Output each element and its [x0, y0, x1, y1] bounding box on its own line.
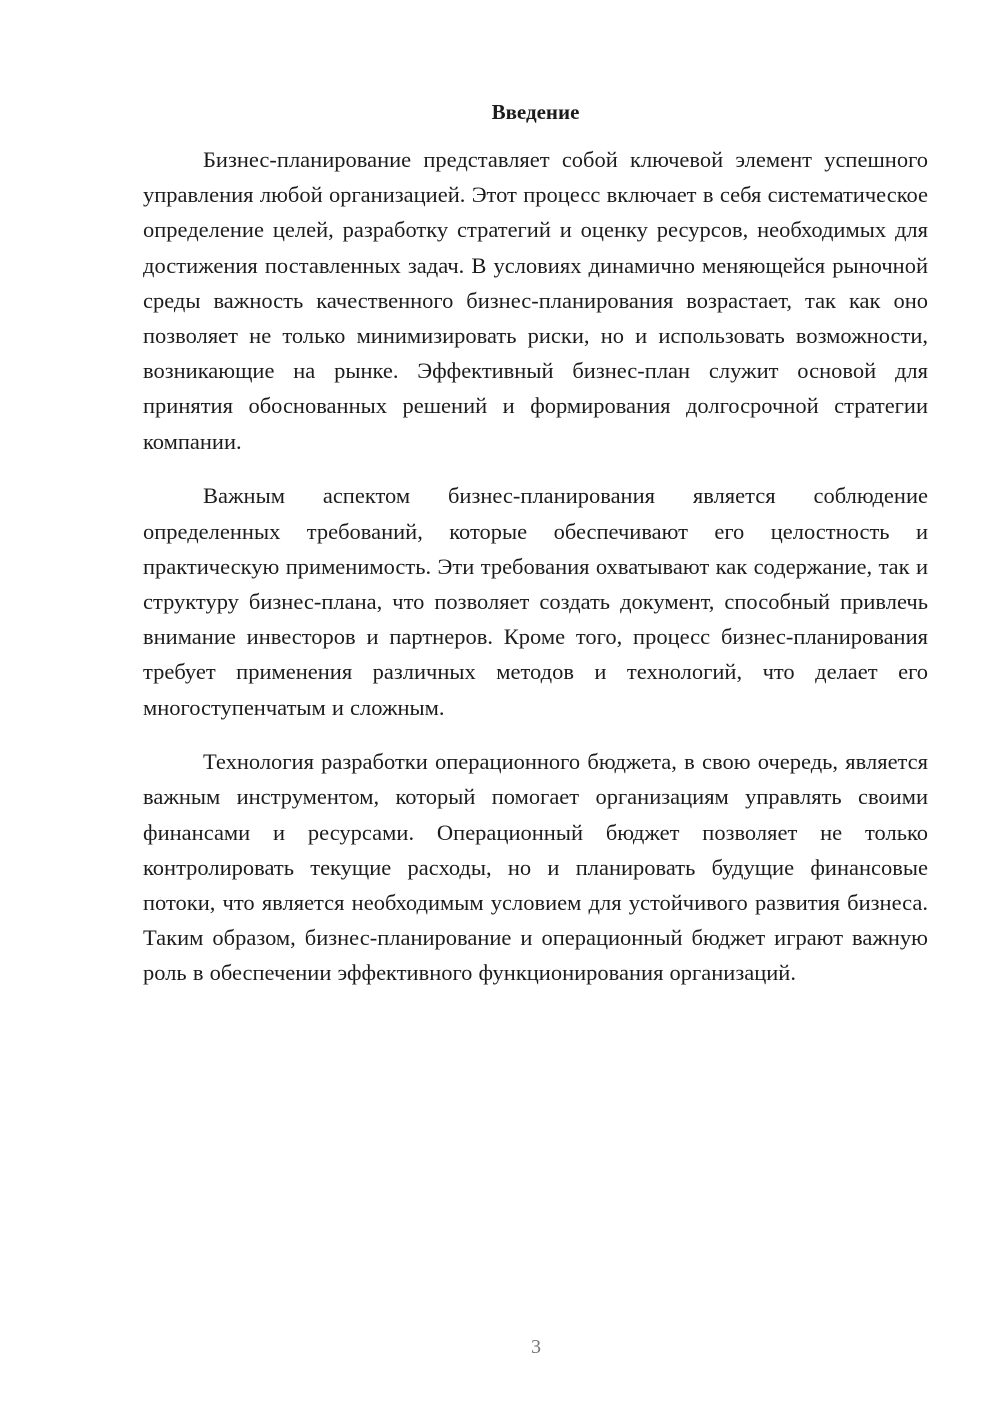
- section-heading: Введение: [491, 100, 580, 124]
- body-text: [143, 142, 928, 991]
- paragraph-3: Технология разработки операционного бюджета, в свою очередь, является важным инструментом, который помогает организациям управлять своими финансами и ресурсами. Операционный бюджет позволяет не только контролировать текущие расходы, но и планировать будущие финансовые потоки, что является необходимым условием для устойчивого развития бизнеса. Таким образом, бизнес-планирование и операционный бюджет играют важную роль в обеспечении эффективного функционирования организаций.: [143, 749, 928, 986]
- page-number: 3: [531, 1336, 541, 1358]
- paragraph-2: Важным аспектом бизнес-планирования является соблюдение определенных требований, которые обеспечивают его целостность и практическую применимость. Эти требования охватывают как содержание, так и структуру бизнес-плана, что позволяет создать документ, способный привлечь внимание инвесторов и партнеров. Кроме того, процесс бизнес-планирования требует применения различных методов и технологий, что делает его многоступенчатым и сложным.: [143, 483, 928, 720]
- paragraph-1: Бизнес-планирование представляет собой ключевой элемент успешного управления любой организацией. Этот процесс включает в себя систематическое определение целей, разработку стратегий и оценку ресурсов, необходимых для достижения поставленных задач. В условиях динамично меняющейся рыночной среды важность качественного бизнес-планирования возрастает, так как оно позволяет не только минимизировать риски, но и использовать возможности, возникающие на рынке. Эффективный бизнес-план служит основой для принятия обоснованных решений и формирования долгосрочной стратегии компании.: [143, 147, 928, 454]
